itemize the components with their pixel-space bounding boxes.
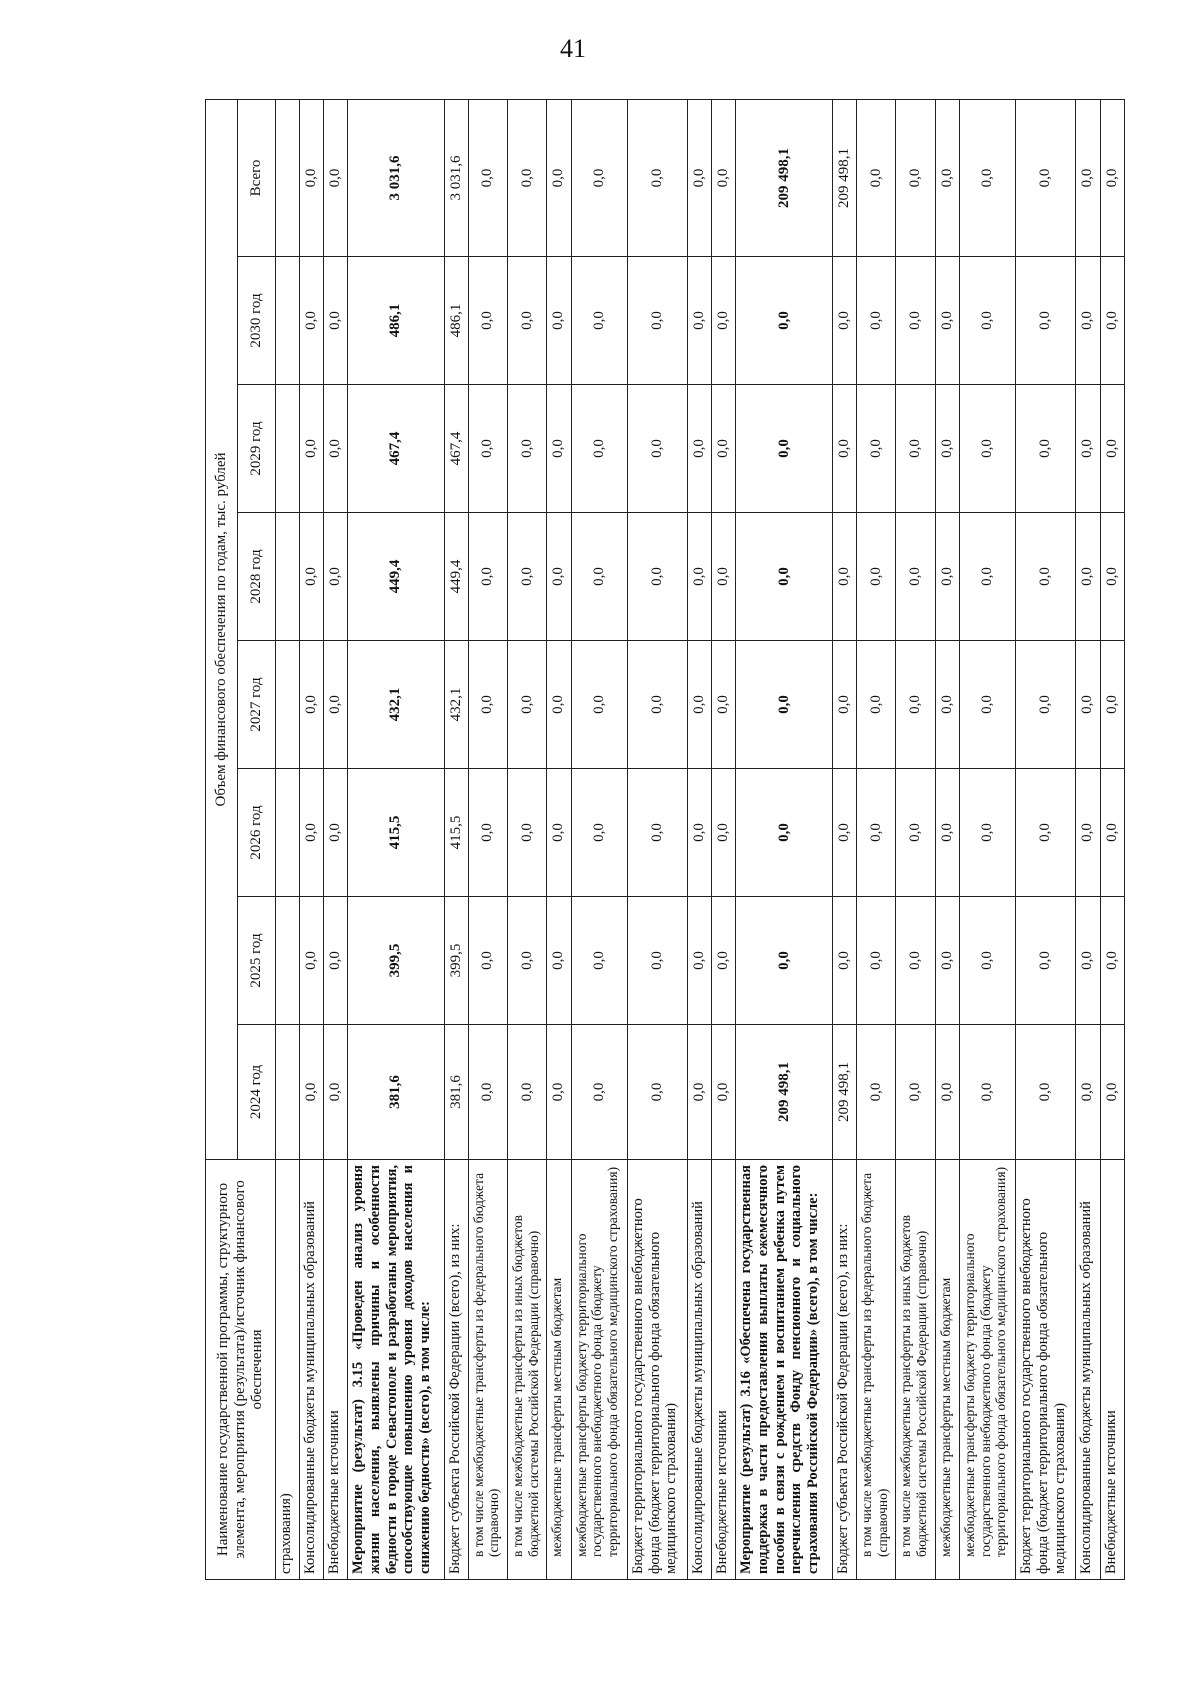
value-cell: 0,0 xyxy=(468,641,507,769)
value-cell: 0,0 xyxy=(508,257,547,385)
row-name-cell: Мероприятие (результат) 3.15 «Проведен анализ уровня жизни населения, выявлены причины и особенности бедности в городе Севастополе и разработаны мероприятия, способствующие повышению уровня доходов населения и снижению бедности» (всего), в том числе: xyxy=(348,1160,444,1580)
value-cell: 0,0 xyxy=(508,513,547,641)
header-year-1: 2025 год xyxy=(238,897,276,1025)
value-cell: 0,0 xyxy=(712,99,736,256)
value-cell: 0,0 xyxy=(959,385,1015,513)
value-cell: 0,0 xyxy=(323,897,347,1025)
table-row xyxy=(1100,99,1125,1579)
value-cell: 0,0 xyxy=(1100,897,1125,1025)
value-cell: 0,0 xyxy=(508,1025,547,1160)
value-cell: 0,0 xyxy=(627,1025,687,1160)
value-cell: 209 498,1 xyxy=(832,1025,856,1160)
value-cell: 0,0 xyxy=(468,513,507,641)
value-cell: 3 031,6 xyxy=(348,99,444,256)
value-cell: 0,0 xyxy=(299,513,323,641)
value-cell: 0,0 xyxy=(1016,897,1076,1025)
table-row xyxy=(857,99,896,1579)
value-cell: 0,0 xyxy=(323,385,347,513)
value-cell: 0,0 xyxy=(832,769,856,897)
header-name-column: Наименование государственной программы, структурного элемента, мероприятия (результата)/источник финансового обеспечения xyxy=(206,1160,276,1580)
value-cell: 0,0 xyxy=(896,385,935,513)
table-row xyxy=(276,99,300,1579)
table-row xyxy=(687,99,711,1579)
value-cell: 0,0 xyxy=(959,897,1015,1025)
value-cell: 0,0 xyxy=(571,385,627,513)
value-cell: 0,0 xyxy=(1016,99,1076,256)
value-cell: 0,0 xyxy=(1016,641,1076,769)
row-name-cell: Консолидированные бюджеты муниципальных образований xyxy=(299,1160,323,1580)
header-year-6: 2030 год xyxy=(238,257,276,385)
value-cell: 486,1 xyxy=(348,257,444,385)
value-cell xyxy=(276,99,300,256)
value-cell: 0,0 xyxy=(1076,99,1100,256)
value-cell: 0,0 xyxy=(1100,641,1125,769)
value-cell: 0,0 xyxy=(547,385,571,513)
value-cell: 0,0 xyxy=(323,513,347,641)
value-cell: 0,0 xyxy=(896,769,935,897)
value-cell: 0,0 xyxy=(571,769,627,897)
value-cell: 399,5 xyxy=(444,897,468,1025)
value-cell: 0,0 xyxy=(299,1025,323,1160)
value-cell: 0,0 xyxy=(832,385,856,513)
value-cell xyxy=(276,1025,300,1160)
value-cell: 0,0 xyxy=(857,257,896,385)
value-cell: 0,0 xyxy=(857,99,896,256)
table-row xyxy=(547,99,571,1579)
value-cell: 0,0 xyxy=(627,257,687,385)
row-name-cell: в том числе межбюджетные трансферты из федерального бюджета (справочно) xyxy=(468,1160,507,1580)
value-cell: 0,0 xyxy=(299,257,323,385)
value-cell: 0,0 xyxy=(1016,769,1076,897)
value-cell: 0,0 xyxy=(687,1025,711,1160)
value-cell: 0,0 xyxy=(1100,257,1125,385)
value-cell: 0,0 xyxy=(468,897,507,1025)
value-cell: 0,0 xyxy=(712,641,736,769)
value-cell: 0,0 xyxy=(299,897,323,1025)
table-row xyxy=(508,99,547,1579)
value-cell: 0,0 xyxy=(935,641,959,769)
value-cell: 0,0 xyxy=(712,897,736,1025)
value-cell: 0,0 xyxy=(935,99,959,256)
value-cell: 0,0 xyxy=(1076,513,1100,641)
value-cell: 0,0 xyxy=(687,897,711,1025)
value-cell: 0,0 xyxy=(299,641,323,769)
value-cell: 0,0 xyxy=(1076,641,1100,769)
value-cell: 0,0 xyxy=(547,769,571,897)
value-cell: 0,0 xyxy=(935,769,959,897)
value-cell: 0,0 xyxy=(712,769,736,897)
value-cell: 0,0 xyxy=(896,99,935,256)
row-name-cell: страхования) xyxy=(276,1160,300,1580)
value-cell: 0,0 xyxy=(627,769,687,897)
value-cell: 449,4 xyxy=(348,513,444,641)
value-cell: 0,0 xyxy=(1016,1025,1076,1160)
value-cell: 0,0 xyxy=(299,99,323,256)
row-name-cell: Бюджет субъекта Российской Федерации (всего), из них: xyxy=(832,1160,856,1580)
page-number: 41 xyxy=(560,34,586,63)
table-row xyxy=(896,99,935,1579)
value-cell: 0,0 xyxy=(468,385,507,513)
value-cell: 0,0 xyxy=(736,641,832,769)
value-cell: 0,0 xyxy=(323,257,347,385)
table-row xyxy=(935,99,959,1579)
row-name-cell: Консолидированные бюджеты муниципальных образований xyxy=(1076,1160,1100,1580)
table-row xyxy=(959,99,1015,1579)
value-cell: 209 498,1 xyxy=(736,99,832,256)
header-year-7: Всего xyxy=(238,99,276,256)
value-cell: 0,0 xyxy=(857,897,896,1025)
value-cell: 415,5 xyxy=(444,769,468,897)
value-cell: 0,0 xyxy=(1016,513,1076,641)
value-cell: 0,0 xyxy=(712,257,736,385)
value-cell: 0,0 xyxy=(468,257,507,385)
value-cell: 381,6 xyxy=(444,1025,468,1160)
value-cell: 0,0 xyxy=(959,769,1015,897)
row-name-cell: межбюджетные трансферты местным бюджетам xyxy=(547,1160,571,1580)
value-cell: 0,0 xyxy=(571,257,627,385)
value-cell: 0,0 xyxy=(687,769,711,897)
value-cell: 0,0 xyxy=(547,257,571,385)
value-cell xyxy=(276,257,300,385)
table-row xyxy=(348,99,444,1579)
table-row xyxy=(736,99,832,1579)
value-cell: 0,0 xyxy=(896,257,935,385)
row-name-cell: Бюджет территориального государственного внебюджетного фонда (бюджет территориального фонда обязательного медицинского страхования) xyxy=(627,1160,687,1580)
value-cell: 0,0 xyxy=(323,1025,347,1160)
value-cell: 0,0 xyxy=(736,769,832,897)
value-cell: 0,0 xyxy=(832,513,856,641)
value-cell: 0,0 xyxy=(712,513,736,641)
header-year-4: 2028 год xyxy=(238,513,276,641)
value-cell: 0,0 xyxy=(323,641,347,769)
table-row xyxy=(323,99,347,1579)
value-cell: 0,0 xyxy=(547,513,571,641)
value-cell: 0,0 xyxy=(896,897,935,1025)
value-cell: 0,0 xyxy=(687,257,711,385)
table-row xyxy=(468,99,507,1579)
table-row xyxy=(712,99,736,1579)
value-cell: 0,0 xyxy=(1100,769,1125,897)
value-cell: 0,0 xyxy=(1100,385,1125,513)
value-cell: 399,5 xyxy=(348,897,444,1025)
value-cell: 0,0 xyxy=(1016,385,1076,513)
value-cell: 0,0 xyxy=(687,385,711,513)
value-cell: 0,0 xyxy=(832,897,856,1025)
value-cell: 0,0 xyxy=(1076,1025,1100,1160)
value-cell: 0,0 xyxy=(896,513,935,641)
header-financing-group: Объем финансового обеспечения по годам, тыс. рублей xyxy=(206,99,238,1159)
value-cell: 0,0 xyxy=(571,1025,627,1160)
value-cell: 0,0 xyxy=(935,897,959,1025)
value-cell xyxy=(276,641,300,769)
row-name-cell: Бюджет территориального государственного внебюджетного фонда (бюджет территориального фонда обязательного медицинского страхования) xyxy=(1016,1160,1076,1580)
value-cell: 0,0 xyxy=(959,641,1015,769)
value-cell: 0,0 xyxy=(627,641,687,769)
value-cell xyxy=(276,513,300,641)
value-cell: 0,0 xyxy=(857,385,896,513)
table-row xyxy=(571,99,627,1579)
value-cell: 0,0 xyxy=(959,1025,1015,1160)
value-cell: 0,0 xyxy=(1076,257,1100,385)
value-cell: 0,0 xyxy=(299,769,323,897)
value-cell: 0,0 xyxy=(935,257,959,385)
value-cell: 0,0 xyxy=(1100,99,1125,256)
value-cell: 0,0 xyxy=(547,641,571,769)
value-cell: 0,0 xyxy=(508,897,547,1025)
value-cell: 0,0 xyxy=(547,897,571,1025)
value-cell: 0,0 xyxy=(959,513,1015,641)
value-cell: 0,0 xyxy=(571,99,627,256)
value-cell: 0,0 xyxy=(547,1025,571,1160)
row-name-cell: Внебюджетные источники xyxy=(1100,1160,1125,1580)
value-cell: 0,0 xyxy=(1076,897,1100,1025)
row-name-cell: межбюджетные трансферты бюджету территориального государственного внебюджетного фонда (бюджету территориального фонда обязательного медицинского страхования) xyxy=(959,1160,1015,1580)
row-name-cell: Консолидированные бюджеты муниципальных образований xyxy=(687,1160,711,1580)
row-name-cell: Мероприятие (результат) 3.16 «Обеспечена государственная поддержка в части предоставления выплаты ежемесячного пособия в связи с рождением и воспитанием ребенка путем перечисления средств Фонду пенсионного и социального страхования Российской Федерации» (всего), в том числе: xyxy=(736,1160,832,1580)
value-cell: 0,0 xyxy=(1076,769,1100,897)
value-cell: 0,0 xyxy=(832,641,856,769)
value-cell: 0,0 xyxy=(736,897,832,1025)
value-cell: 0,0 xyxy=(627,513,687,641)
value-cell: 0,0 xyxy=(935,513,959,641)
value-cell: 0,0 xyxy=(857,769,896,897)
table-row xyxy=(1076,99,1100,1579)
value-cell: 0,0 xyxy=(299,385,323,513)
value-cell: 0,0 xyxy=(736,513,832,641)
value-cell: 0,0 xyxy=(468,99,507,256)
row-name-cell: в том числе межбюджетные трансферты из федерального бюджета (справочно) xyxy=(857,1160,896,1580)
value-cell: 0,0 xyxy=(687,641,711,769)
value-cell: 0,0 xyxy=(959,99,1015,256)
row-name-cell: межбюджетные трансферты бюджету территориального государственного внебюджетного фонда (бюджету территориального фонда обязательного медицинского страхования) xyxy=(571,1160,627,1580)
table-row xyxy=(299,99,323,1579)
value-cell: 0,0 xyxy=(935,1025,959,1160)
value-cell: 0,0 xyxy=(571,513,627,641)
value-cell: 0,0 xyxy=(1076,385,1100,513)
value-cell: 0,0 xyxy=(508,769,547,897)
row-name-cell: Бюджет субъекта Российской Федерации (всего), из них: xyxy=(444,1160,468,1580)
value-cell: 0,0 xyxy=(896,1025,935,1160)
value-cell: 0,0 xyxy=(508,641,547,769)
value-cell: 0,0 xyxy=(1100,513,1125,641)
value-cell xyxy=(276,897,300,1025)
value-cell: 209 498,1 xyxy=(736,1025,832,1160)
table-row xyxy=(444,99,468,1579)
value-cell: 0,0 xyxy=(627,99,687,256)
rotated-table-wrapper xyxy=(205,100,1125,1580)
row-name-cell: в том числе межбюджетные трансферты из иных бюджетов бюджетной системы Российской Федерации (справочно) xyxy=(508,1160,547,1580)
value-cell: 0,0 xyxy=(508,99,547,256)
value-cell: 0,0 xyxy=(736,257,832,385)
value-cell: 0,0 xyxy=(547,99,571,256)
value-cell xyxy=(276,769,300,897)
value-cell: 0,0 xyxy=(468,1025,507,1160)
value-cell: 0,0 xyxy=(857,641,896,769)
header-year-2: 2026 год xyxy=(238,769,276,897)
header-year-5: 2029 год xyxy=(238,385,276,513)
value-cell: 0,0 xyxy=(687,513,711,641)
header-year-0: 2024 год xyxy=(238,1025,276,1160)
value-cell: 0,0 xyxy=(571,641,627,769)
value-cell: 0,0 xyxy=(857,1025,896,1160)
value-cell: 0,0 xyxy=(508,385,547,513)
table-row xyxy=(832,99,856,1579)
value-cell: 0,0 xyxy=(935,385,959,513)
value-cell xyxy=(276,385,300,513)
row-name-cell: Внебюджетные источники xyxy=(712,1160,736,1580)
value-cell: 0,0 xyxy=(1016,257,1076,385)
value-cell: 0,0 xyxy=(468,769,507,897)
value-cell: 0,0 xyxy=(896,641,935,769)
value-cell: 0,0 xyxy=(571,897,627,1025)
value-cell: 0,0 xyxy=(323,99,347,256)
value-cell: 0,0 xyxy=(323,769,347,897)
value-cell: 415,5 xyxy=(348,769,444,897)
row-name-cell: Внебюджетные источники xyxy=(323,1160,347,1580)
financing-table xyxy=(205,99,1125,1580)
row-name-cell: межбюджетные трансферты местным бюджетам xyxy=(935,1160,959,1580)
value-cell: 0,0 xyxy=(857,513,896,641)
value-cell: 0,0 xyxy=(712,385,736,513)
value-cell: 0,0 xyxy=(627,897,687,1025)
value-cell: 449,4 xyxy=(444,513,468,641)
header-year-3: 2027 год xyxy=(238,641,276,769)
value-cell: 0,0 xyxy=(712,1025,736,1160)
value-cell: 381,6 xyxy=(348,1025,444,1160)
table-row xyxy=(1016,99,1076,1579)
value-cell: 0,0 xyxy=(959,257,1015,385)
value-cell: 0,0 xyxy=(832,257,856,385)
value-cell: 432,1 xyxy=(444,641,468,769)
value-cell: 467,4 xyxy=(348,385,444,513)
value-cell: 0,0 xyxy=(687,99,711,256)
value-cell: 467,4 xyxy=(444,385,468,513)
value-cell: 0,0 xyxy=(1100,1025,1125,1160)
value-cell: 0,0 xyxy=(736,385,832,513)
value-cell: 3 031,6 xyxy=(444,99,468,256)
table-row xyxy=(627,99,687,1579)
value-cell: 486,1 xyxy=(444,257,468,385)
row-name-cell: в том числе межбюджетные трансферты из иных бюджетов бюджетной системы Российской Федерации (справочно) xyxy=(896,1160,935,1580)
value-cell: 432,1 xyxy=(348,641,444,769)
value-cell: 0,0 xyxy=(627,385,687,513)
value-cell: 209 498,1 xyxy=(832,99,856,256)
